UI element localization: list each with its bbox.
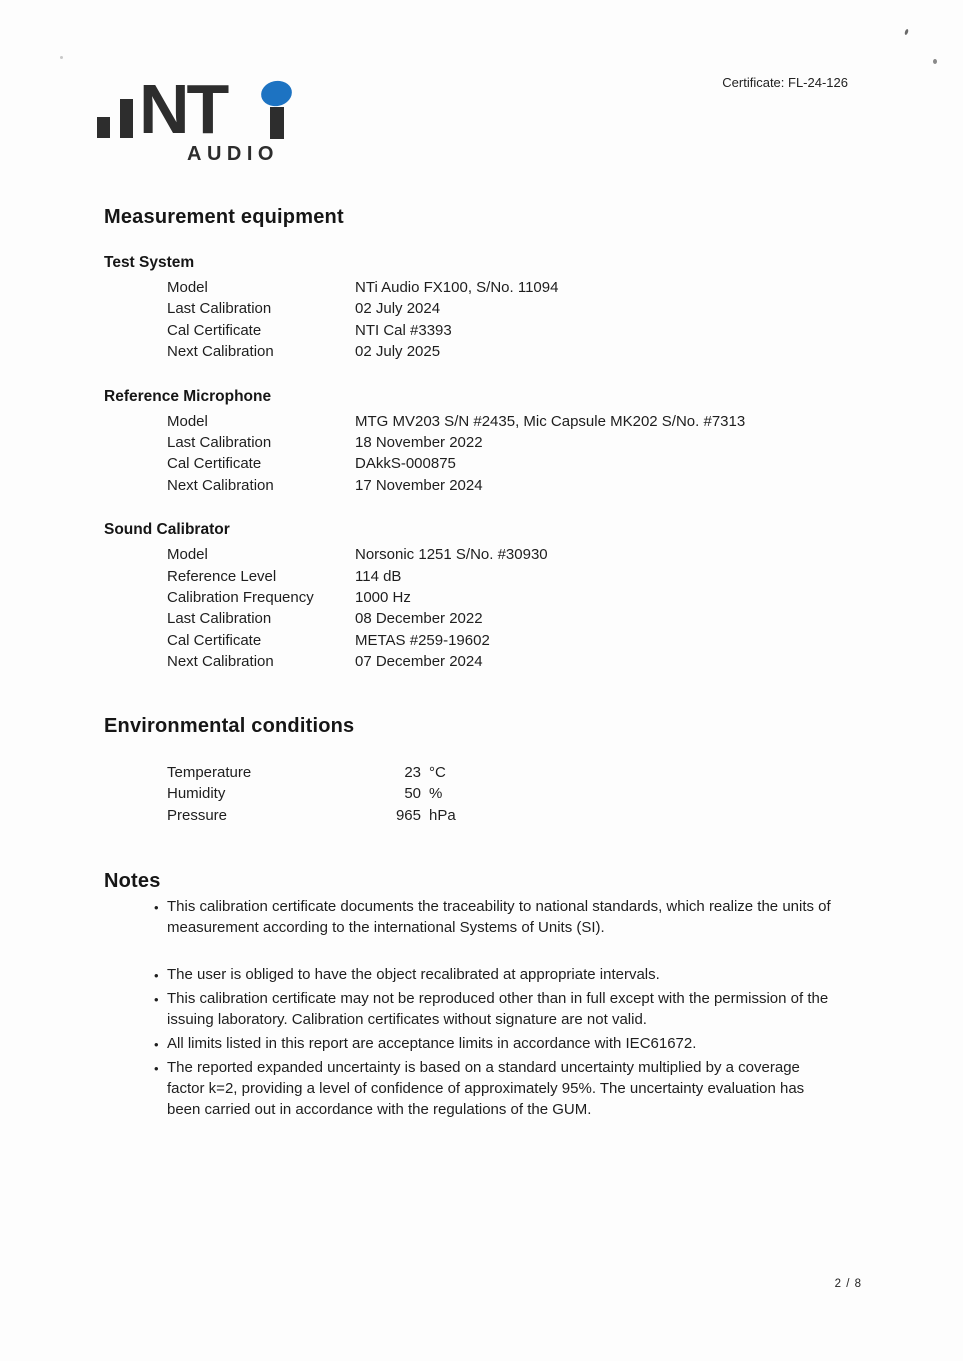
table-row <box>167 320 852 341</box>
table-row <box>167 587 852 608</box>
field-unit: °C <box>429 763 446 781</box>
field-value: Norsonic 1251 S/No. #30930 <box>355 546 548 564</box>
table-row <box>167 566 852 587</box>
section-notes <box>104 869 852 1120</box>
field-value: NTI Cal #3393 <box>355 321 452 339</box>
table-row <box>167 630 852 651</box>
main-content <box>104 205 852 1123</box>
table-row <box>167 651 852 672</box>
field-value: 114 dB <box>355 567 402 585</box>
field-label: Next Calibration <box>167 343 274 361</box>
table-row <box>167 762 852 784</box>
table-row <box>167 298 852 319</box>
field-label: Model <box>167 412 208 430</box>
field-label: Pressure <box>167 806 228 824</box>
note-item: • This calibration certificate documents the traceability to national standards, which realize the units of measurement according to the international Systems of Units (SI). <box>167 896 841 938</box>
table-row <box>167 805 852 827</box>
field-label: Next Calibration <box>167 476 274 494</box>
field-value: 23 <box>404 763 421 781</box>
note-item: • The reported expanded uncertainty is based on a standard uncertainty multiplied by a coverage factor k=2, providing a level of confidence of approximately 95%. The uncertainty evaluation has been carried out in accordance with the regulations of the GUM. <box>167 1057 841 1120</box>
equipment-group-test-system <box>104 253 852 363</box>
field-value: 18 November 2022 <box>355 434 483 452</box>
equipment-rows <box>167 544 852 672</box>
field-label: Reference Level <box>167 567 277 585</box>
field-label: Model <box>167 546 208 564</box>
field-label: Last Calibration <box>167 434 272 452</box>
equipment-group-reference-microphone <box>104 387 852 497</box>
logo-brand-text: NT <box>139 70 227 148</box>
field-value: 17 November 2024 <box>355 476 483 494</box>
certificate-number: Certificate: FL-24-126 <box>722 75 848 90</box>
logo-audio-text: AUDIO <box>187 143 279 165</box>
field-label: Cal Certificate <box>167 631 262 649</box>
nti-audio-logo <box>0 0 340 180</box>
environment-rows <box>167 762 852 827</box>
logo-blue-dot-icon <box>259 78 295 109</box>
section-title-notes: Notes <box>104 870 161 893</box>
equipment-rows <box>167 411 852 497</box>
field-value: DAkkS-000875 <box>355 455 456 473</box>
field-value: METAS #259-19602 <box>355 631 490 649</box>
logo-letter-i-stem <box>270 107 284 139</box>
equipment-group-sound-calibrator <box>104 520 852 672</box>
equipment-rows <box>167 277 852 363</box>
group-title: Test System <box>104 254 195 271</box>
table-row <box>167 475 852 496</box>
field-unit: hPa <box>429 806 456 824</box>
field-label: Calibration Frequency <box>167 589 314 607</box>
group-title: Reference Microphone <box>104 387 272 405</box>
table-row <box>167 432 852 453</box>
table-row <box>167 453 852 474</box>
field-value: NTi Audio FX100, S/No. 11094 <box>355 279 559 296</box>
field-value: 50 <box>404 785 421 803</box>
field-value: 965 <box>395 806 421 824</box>
field-value: 02 July 2025 <box>355 343 441 361</box>
section-title-environmental-conditions: Environmental conditions <box>104 714 355 737</box>
field-value: MTG MV203 S/N #2435, Mic Capsule MK202 S/No. #7313 <box>355 412 746 430</box>
field-value: 02 July 2024 <box>355 300 441 318</box>
field-label: Next Calibration <box>167 653 274 671</box>
logo-level-bar-icon <box>120 99 133 138</box>
note-item: • The user is obliged to have the object recalibrated at appropriate intervals. <box>167 964 841 985</box>
table-row <box>167 783 852 805</box>
note-item: • This calibration certificate may not be reproduced other than in full except with the permission of the issuing laboratory. Calibration certificates without signature are not valid. <box>167 988 841 1030</box>
section-title-measurement-equipment: Measurement equipment <box>104 206 344 228</box>
group-title: Sound Calibrator <box>104 521 230 539</box>
field-value: 07 December 2024 <box>355 653 483 671</box>
field-label: Humidity <box>167 785 226 803</box>
field-value: 08 December 2022 <box>355 610 483 628</box>
table-row <box>167 544 852 565</box>
note-item: • All limits listed in this report are acceptance limits in accordance with IEC61672. <box>167 1033 841 1054</box>
notes-list <box>167 896 841 1120</box>
field-label: Last Calibration <box>167 300 272 318</box>
field-label: Cal Certificate <box>167 321 262 339</box>
scan-speck <box>904 29 909 36</box>
field-unit: % <box>429 785 443 803</box>
table-row <box>167 411 852 432</box>
section-environmental-conditions <box>104 714 852 827</box>
field-label: Last Calibration <box>167 610 272 628</box>
table-row <box>167 277 852 298</box>
field-label: Temperature <box>167 763 252 781</box>
table-row <box>167 341 852 362</box>
field-label: Cal Certificate <box>167 455 262 473</box>
logo-level-bar-icon <box>97 117 110 138</box>
field-value: 1000 Hz <box>355 589 411 607</box>
table-row <box>167 608 852 629</box>
field-label: Model <box>167 279 208 296</box>
scan-speck <box>933 59 937 64</box>
page-number: 2 / 8 <box>834 1278 862 1290</box>
